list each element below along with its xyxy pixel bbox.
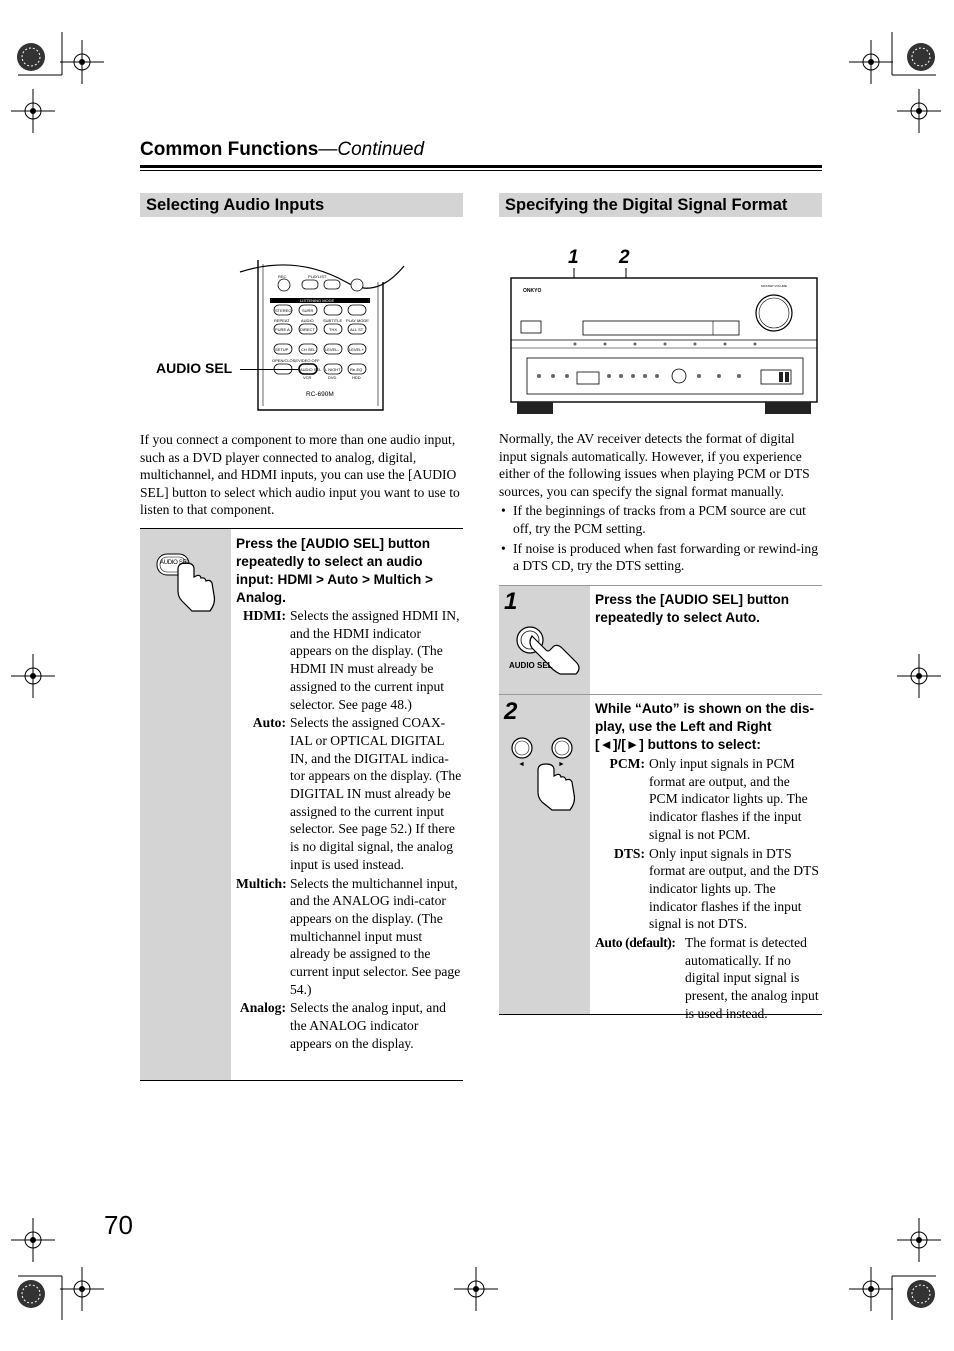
remote-callout-line	[240, 369, 298, 370]
remote-label-open-close: OPEN/CLOSE	[272, 358, 299, 363]
definition-analog	[236, 999, 462, 1052]
step-1-button-illustration	[510, 620, 586, 676]
remote-label-re-eq: Re-EQ	[350, 367, 363, 372]
bullet-marker: •	[501, 503, 506, 519]
remote-label-audio: AUDIO	[301, 318, 314, 323]
right-arrow-icon: ►	[558, 761, 565, 768]
receiver-knob-label: MASTER VOLUME	[761, 284, 788, 288]
bullet-text: If noise is produced when fast forwarding or rewind-ing a DTS CD, try the DTS setting.	[513, 540, 819, 574]
bullet-text: If the beginnings of tracks from a PCM source are cut off, try the PCM setting.	[513, 503, 806, 536]
remote-label-stereo: STEREO	[275, 308, 292, 313]
definition-hdmi	[236, 607, 462, 713]
step-1-number: 1	[504, 588, 518, 615]
page-header	[140, 139, 424, 161]
remote-label-dvd: DVD	[328, 375, 337, 380]
definition-term: Multich:	[236, 875, 287, 891]
definition-term: Analog:	[239, 1000, 286, 1016]
left-arrow-icon: ◄	[518, 761, 525, 768]
remote-callout-label: AUDIO SEL	[156, 360, 233, 376]
definition-desc: Only input signals in DTS format are output, and the DTS indicator lights up. The indicator flashes if the input signal is not DTS.	[649, 845, 819, 932]
digital-format-intro-paragraph: Normally, the AV receiver detects the format of digital input signals automatically. However, if you experience either of the following issues when playing PCM or DTS sources, you can specify the signal format manually.	[499, 431, 810, 499]
remote-label-surr: SURR	[302, 308, 314, 313]
definition-desc: The format is detected automatically. If no digital input signal is present, the analog input is used instead.	[685, 935, 819, 1021]
step-2-instruction: While “Auto” is shown on the dis-play, use the Left and Right [◄]/[►] buttons to select:	[595, 701, 815, 752]
bullet-item	[499, 540, 823, 575]
remote-label-rec: REC	[278, 274, 287, 279]
audio-inputs-intro: If you connect a component to more than one audio input, such as a DVD player connected to analog, digital, multichannel, and HDMI inputs, you can use the [AUDIO SEL] button to select which audio input you want to use to listen to that component.	[140, 432, 460, 518]
receiver-callout-1: 1	[568, 247, 579, 268]
remote-label-l-night: L NIGHT	[325, 367, 341, 372]
step-1-instruction: Press the [AUDIO SEL] button repeatedly to select Auto.	[595, 592, 790, 625]
remote-label-hdd: HDD	[352, 375, 361, 380]
remote-label-all-st: ALL ST	[350, 327, 364, 332]
step-2-button-illustration	[508, 734, 584, 812]
definition-term: HDMI:	[242, 608, 286, 623]
bullet-marker: •	[501, 540, 506, 556]
definition-term: Auto:	[252, 715, 286, 731]
remote-label-level-minus: LEVEL-	[325, 347, 339, 352]
page-number: 70	[104, 1210, 133, 1240]
remote-label-playlist: PLAYLIST	[308, 274, 327, 279]
remote-label-thx: THX	[329, 327, 337, 332]
remote-label-vcr: VCR	[303, 375, 312, 380]
remote-label-listening-mode: LISTENING MODE	[300, 297, 335, 303]
bullet-item	[499, 502, 823, 537]
remote-label-setup: SETUP	[275, 347, 289, 352]
audio-sel-button-illustration	[156, 551, 218, 613]
definition-desc: Selects the assigned HDMI IN, and the HDMI indicator appears on the display. (The HDMI IN must already be assigned to the current input selector. See page 48.)	[290, 608, 460, 712]
remote-model: RC-690M	[306, 391, 334, 398]
definition-desc: Selects the multichannel input, and the ANALOG indi-cator appears on the display. (The multichannel input must already be assigned to the current input selector. See page 54.)	[290, 875, 461, 997]
remote-illustration	[236, 252, 406, 414]
audio-input-definitions	[236, 607, 462, 1053]
section-heading-digital-format: Specifying the Digital Signal Format	[499, 193, 822, 217]
header-rule-thin	[140, 170, 822, 171]
audio-sel-button-label: AUDIO SEL	[160, 560, 190, 566]
definition-term: DTS:	[614, 845, 645, 861]
definition-term: Auto (default):	[595, 935, 676, 951]
remote-label-play-mode: PLAY MODE	[346, 318, 369, 323]
audio-sel-instruction: Press the [AUDIO SEL] button repeatedly to select an audio input: HDMI > Auto > Multich > Analog.	[236, 536, 433, 605]
step-1-button-label: AUDIO SEL	[509, 661, 553, 670]
section-heading-audio-inputs: Selecting Audio Inputs	[140, 193, 463, 217]
left-table-bottom-rule	[140, 1080, 463, 1081]
definition-desc: Selects the analog input, and the ANALOG indicator appears on the display.	[290, 1000, 446, 1051]
receiver-illustration	[509, 268, 819, 418]
header-rule-thick	[140, 165, 822, 168]
definition-multich	[236, 875, 462, 999]
definition-desc: Selects the assigned COAX-IAL or OPTICAL DIGITAL IN, and the DIGITAL indica-tor appears on the display. (The DIGITAL IN must already be assigned to the current input selector. See page 52.) If there is no digital signal, the analog input is used instead.	[290, 715, 462, 872]
receiver-brand: ONKYO	[523, 288, 542, 294]
definition-term: PCM:	[609, 756, 645, 771]
receiver-callout-2: 2	[619, 247, 630, 268]
definition-auto-default	[595, 934, 821, 1023]
remote-label-subtitle: SUBTITLE	[323, 318, 343, 323]
definition-auto	[236, 714, 462, 873]
header-title: Common Functions	[140, 139, 319, 160]
definition-desc: Only input signals in PCM format are output, and the PCM indicator lights up. The indicator flashes if the input signal is not PCM.	[649, 756, 808, 842]
remote-label-pure-a: PURE A	[275, 327, 290, 332]
step-2-number: 2	[504, 698, 518, 725]
remote-label-direct: DIRECT	[300, 327, 315, 332]
remote-label-level-plus: LEVEL+	[349, 347, 364, 352]
definition-dts	[595, 845, 821, 934]
signal-format-definitions	[595, 755, 821, 1023]
definition-pcm	[595, 755, 821, 844]
remote-label-repeat: REPEAT	[274, 318, 290, 323]
remote-label-video-off: VIDEO OFF	[298, 358, 320, 363]
header-continued: —Continued	[318, 139, 425, 160]
remote-label-audio-sel: AUDIO SEL	[300, 367, 322, 372]
remote-label-ch-sel: CH SEL	[301, 347, 316, 352]
digital-format-intro	[499, 430, 823, 575]
